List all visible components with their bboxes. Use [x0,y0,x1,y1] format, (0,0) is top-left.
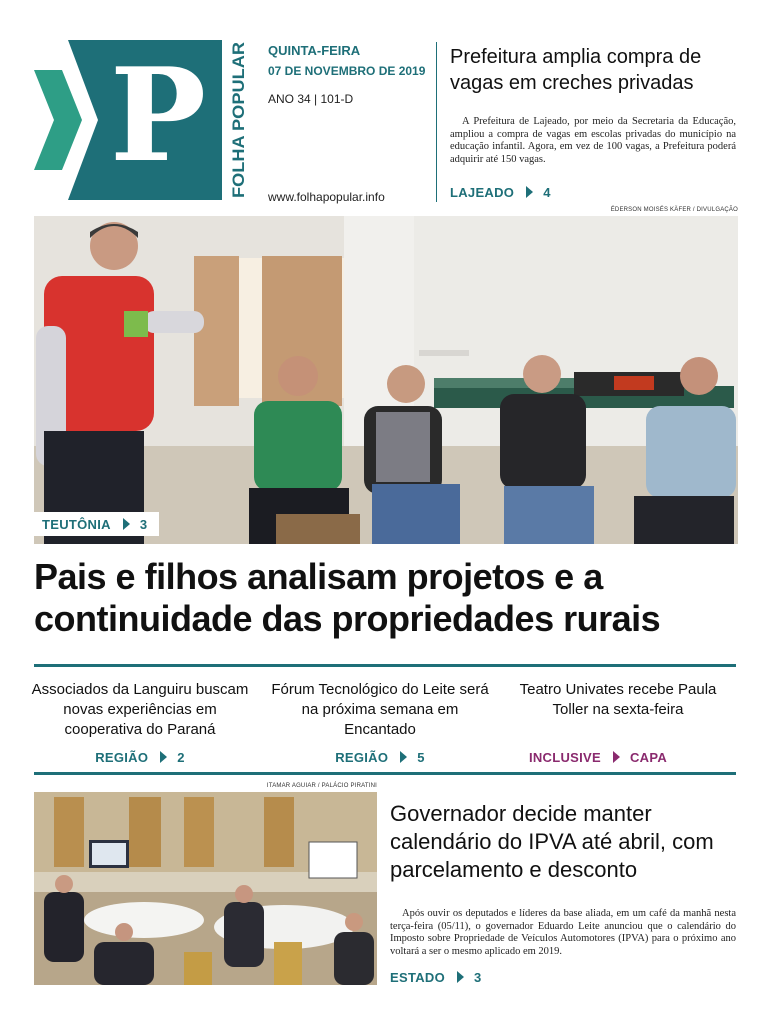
page-number: 3 [474,970,482,985]
arrow-right-icon [526,186,533,198]
top-story-body: A Prefeitura de Lajeado, por meio da Secretaria da Educação, ampliou a compra de vagas em escolas privadas do município na educação infantil. Agora, em vez de 100 vagas, a Prefeitura poderá adquirir até 150 vagas. [450,116,736,165]
edition-number: ANO 34 | 101-D [268,92,354,106]
bottom-photo[interactable] [34,792,377,985]
main-photo-credit: ÉDERSON MOISÉS KÄFER / DIVULGAÇÃO [610,207,738,213]
brief-headline[interactable]: Teatro Univates recebe Paula Toller na sexta-feira [519,681,717,718]
brief-section-tag[interactable] [30,750,250,765]
arrow-right-icon [400,751,407,763]
brief-section-tag[interactable] [488,750,708,765]
brief-section-tag[interactable] [270,750,490,765]
top-story-headline[interactable]: Prefeitura amplia compra de vagas em creches privadas [450,46,702,94]
arrow-right-icon [160,751,167,763]
page-number: 3 [139,517,148,532]
arrow-right-icon [613,751,620,763]
section-label: ESTADO [390,970,446,985]
page-number: 5 [417,750,425,765]
weekday: QUINTA-FEIRA [268,43,361,58]
folha-popular-logo [34,40,250,200]
main-photo-section-tag[interactable] [34,512,159,536]
main-photo[interactable] [34,216,738,544]
arrow-right-icon [123,518,130,530]
masthead-divider [436,42,437,202]
top-story-section-tag[interactable] [450,185,551,200]
bottom-photo-credit: ITAMAR AGUIAR / PALÁCIO PIRATINI [266,783,377,789]
section-label: REGIÃO [95,750,149,765]
brief-headline[interactable]: Associados da Languiru buscam novas experiências em cooperativa do Paraná [31,681,249,738]
bottom-story-body: Após ouvir os deputados e líderes da base aliada, em um café da manhã nesta terça-feira (05/11), o governador Eduardo Leite anunciou que o calendário do Imposto sobre Propriedade de Veículos Automotores (IPVA) para o próximo ano voltará a ser o mesmo aplicado em 2019. [390,908,736,957]
page-number: 4 [543,185,551,200]
section-label: LAJEADO [450,185,515,200]
paper-name: FOLHA POPULAR [229,52,248,198]
bottom-story-headline[interactable]: Governador decide manter calendário do IPVA até abril, com parcelamento e desconto [390,801,714,882]
edition-date: 07 DE NOVEMBRO DE 2019 [268,64,426,78]
section-label: REGIÃO [335,750,389,765]
page-number: CAPA [629,750,668,765]
top-rule [34,664,736,667]
section-label: INCLUSIVE [528,750,601,765]
main-headline[interactable]: Pais e filhos analisam projetos e a continuidade das propriedades rurais [34,556,661,639]
section-label: TEUTÔNIA [42,517,111,532]
website-link[interactable]: www.folhapopular.info [268,190,385,204]
logo-letter: P [109,41,207,191]
page-number: 2 [177,750,185,765]
arrow-right-icon [457,971,464,983]
bottom-story-section-tag[interactable] [390,970,482,985]
brief-headline[interactable]: Fórum Tecnológico do Leite será na próxima semana em Encantado [271,681,489,738]
bottom-rule [34,772,736,775]
